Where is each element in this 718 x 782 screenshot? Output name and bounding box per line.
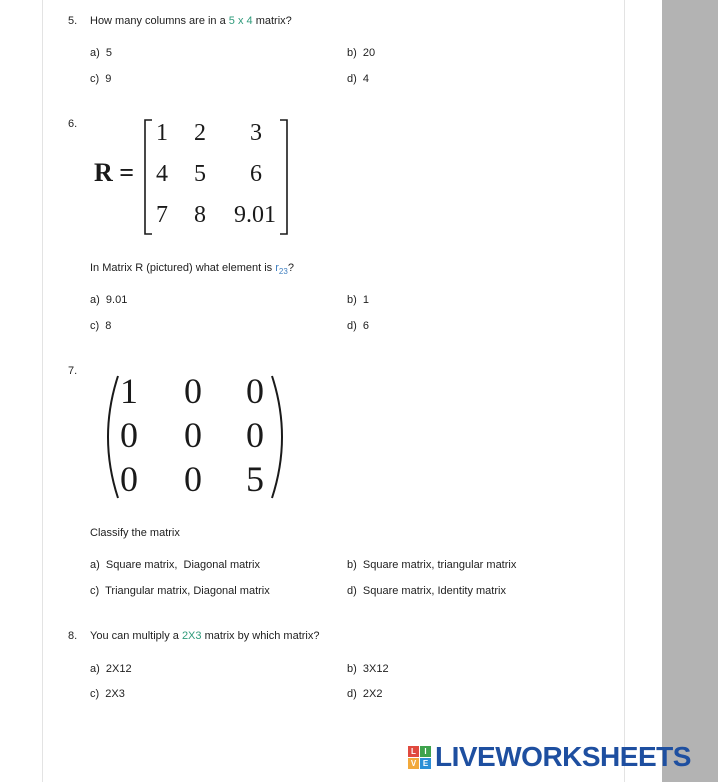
- matrix-cell: 0: [120, 415, 138, 455]
- matrix-cell: 5: [246, 459, 264, 499]
- option-text: 6: [362, 320, 370, 332]
- option-text: 1: [362, 294, 370, 306]
- option-text: Square matrix, Diagonal matrix: [105, 559, 260, 571]
- question-8-text-after: matrix by which matrix?: [201, 630, 320, 642]
- matrix-r-cell: 7: [156, 202, 168, 228]
- option-text: Square matrix, triangular matrix: [362, 559, 517, 571]
- question-7-option-a[interactable]: [90, 559, 260, 572]
- matrix-cell: 0: [246, 415, 264, 455]
- question-8-highlight: 2X3: [181, 630, 202, 642]
- question-6-option-a[interactable]: [90, 294, 127, 307]
- question-6-text: [90, 262, 294, 278]
- question-6-highlight-sub: 23: [278, 267, 288, 277]
- matrix-r-cell: 6: [250, 161, 262, 187]
- option-text: 2X3: [105, 688, 125, 700]
- matrix-cell: 0: [184, 415, 202, 455]
- logo-letter: L: [408, 746, 419, 757]
- option-text: Triangular matrix, Diagonal matrix: [105, 585, 270, 597]
- option-letter: d): [347, 585, 357, 597]
- option-letter: a): [90, 559, 100, 571]
- option-text: 9: [105, 73, 112, 85]
- option-letter: d): [347, 320, 357, 332]
- option-letter: a): [90, 663, 100, 675]
- question-5-option-b[interactable]: [347, 47, 375, 60]
- right-paren-icon: [268, 372, 294, 502]
- option-text: 5: [105, 47, 113, 59]
- question-6-text-before: In Matrix R (pictured) what element is: [90, 262, 276, 274]
- page-gutter: [662, 0, 718, 782]
- question-6-text-after: ?: [287, 262, 294, 274]
- question-5-number: 5.: [68, 15, 78, 27]
- logo-letter: I: [420, 746, 431, 757]
- option-text: Square matrix, Identity matrix: [362, 585, 506, 597]
- matrix-cell: 0: [246, 371, 264, 411]
- option-letter: b): [347, 559, 357, 571]
- logo-letter: E: [420, 758, 431, 769]
- option-text: 9.01: [105, 294, 128, 306]
- matrix-r-cell: 3: [250, 120, 262, 146]
- question-6-option-b[interactable]: [347, 294, 369, 307]
- question-8-option-d[interactable]: [347, 688, 382, 701]
- question-5-highlight: 5 x 4: [228, 15, 253, 27]
- matrix-r-label: R =: [94, 158, 135, 187]
- option-letter: b): [347, 294, 357, 306]
- question-7-option-d[interactable]: [347, 585, 506, 598]
- option-letter: b): [347, 47, 357, 59]
- left-paren-icon: [96, 372, 122, 502]
- matrix-r-image: [94, 118, 294, 238]
- left-bracket-icon: [142, 118, 154, 236]
- option-text: 3X12: [362, 663, 389, 675]
- question-5-text-before: How many columns are in a: [90, 15, 229, 27]
- question-6-option-c[interactable]: [90, 320, 111, 333]
- matrix-r-cell: 1: [156, 120, 168, 146]
- matrix-r-cell: 5: [194, 161, 206, 187]
- page-border-left: [42, 0, 43, 782]
- matrix-cell: 0: [184, 459, 202, 499]
- question-5-option-a[interactable]: [90, 47, 112, 60]
- page-border-right: [624, 0, 625, 782]
- option-letter: a): [90, 294, 100, 306]
- matrix-diagonal-image: [96, 372, 296, 502]
- question-7-text: Classify the matrix: [90, 527, 180, 539]
- question-8-text: [90, 630, 320, 643]
- option-letter: d): [347, 73, 357, 85]
- liveworksheets-logo-text: LIVEWORKSHEETS: [435, 741, 691, 772]
- logo-letter: V: [408, 758, 419, 769]
- question-5-text-after: matrix?: [252, 15, 292, 27]
- option-letter: c): [90, 73, 100, 85]
- option-text: 4: [362, 73, 370, 85]
- option-text: 2X2: [362, 688, 383, 700]
- matrix-r-cell: 2: [194, 120, 206, 146]
- question-6-option-d[interactable]: [347, 320, 369, 333]
- option-letter: c): [90, 688, 100, 700]
- option-text: 8: [105, 320, 112, 332]
- matrix-r-cell: 9.01: [234, 202, 276, 228]
- matrix-cell: 0: [184, 371, 202, 411]
- right-bracket-icon: [278, 118, 290, 236]
- option-letter: b): [347, 663, 357, 675]
- question-6-highlight: r: [275, 262, 279, 274]
- matrix-r-cell: 8: [194, 202, 206, 228]
- question-8-option-b[interactable]: [347, 663, 389, 676]
- question-5-text: [90, 15, 292, 28]
- question-5-option-d[interactable]: [347, 73, 369, 86]
- question-7-option-b[interactable]: [347, 559, 516, 572]
- matrix-cell: 0: [120, 459, 138, 499]
- option-letter: d): [347, 688, 357, 700]
- question-8-option-a[interactable]: [90, 663, 132, 676]
- matrix-cell: 1: [120, 371, 138, 411]
- question-8-option-c[interactable]: [90, 688, 125, 701]
- option-letter: c): [90, 585, 100, 597]
- question-7-option-c[interactable]: [90, 585, 270, 598]
- question-5-option-c[interactable]: [90, 73, 111, 86]
- liveworksheets-logo-icon: [408, 746, 431, 769]
- matrix-r-cell: 4: [156, 161, 168, 187]
- question-8-text-before: You can multiply a: [90, 630, 182, 642]
- liveworksheets-logo[interactable]: [408, 740, 691, 774]
- option-text: 2X12: [105, 663, 132, 675]
- option-letter: a): [90, 47, 100, 59]
- question-6-number: 6.: [68, 118, 78, 130]
- question-8-number: 8.: [68, 630, 78, 642]
- option-text: 20: [362, 47, 376, 59]
- option-letter: c): [90, 320, 100, 332]
- question-7-number: 7.: [68, 365, 78, 377]
